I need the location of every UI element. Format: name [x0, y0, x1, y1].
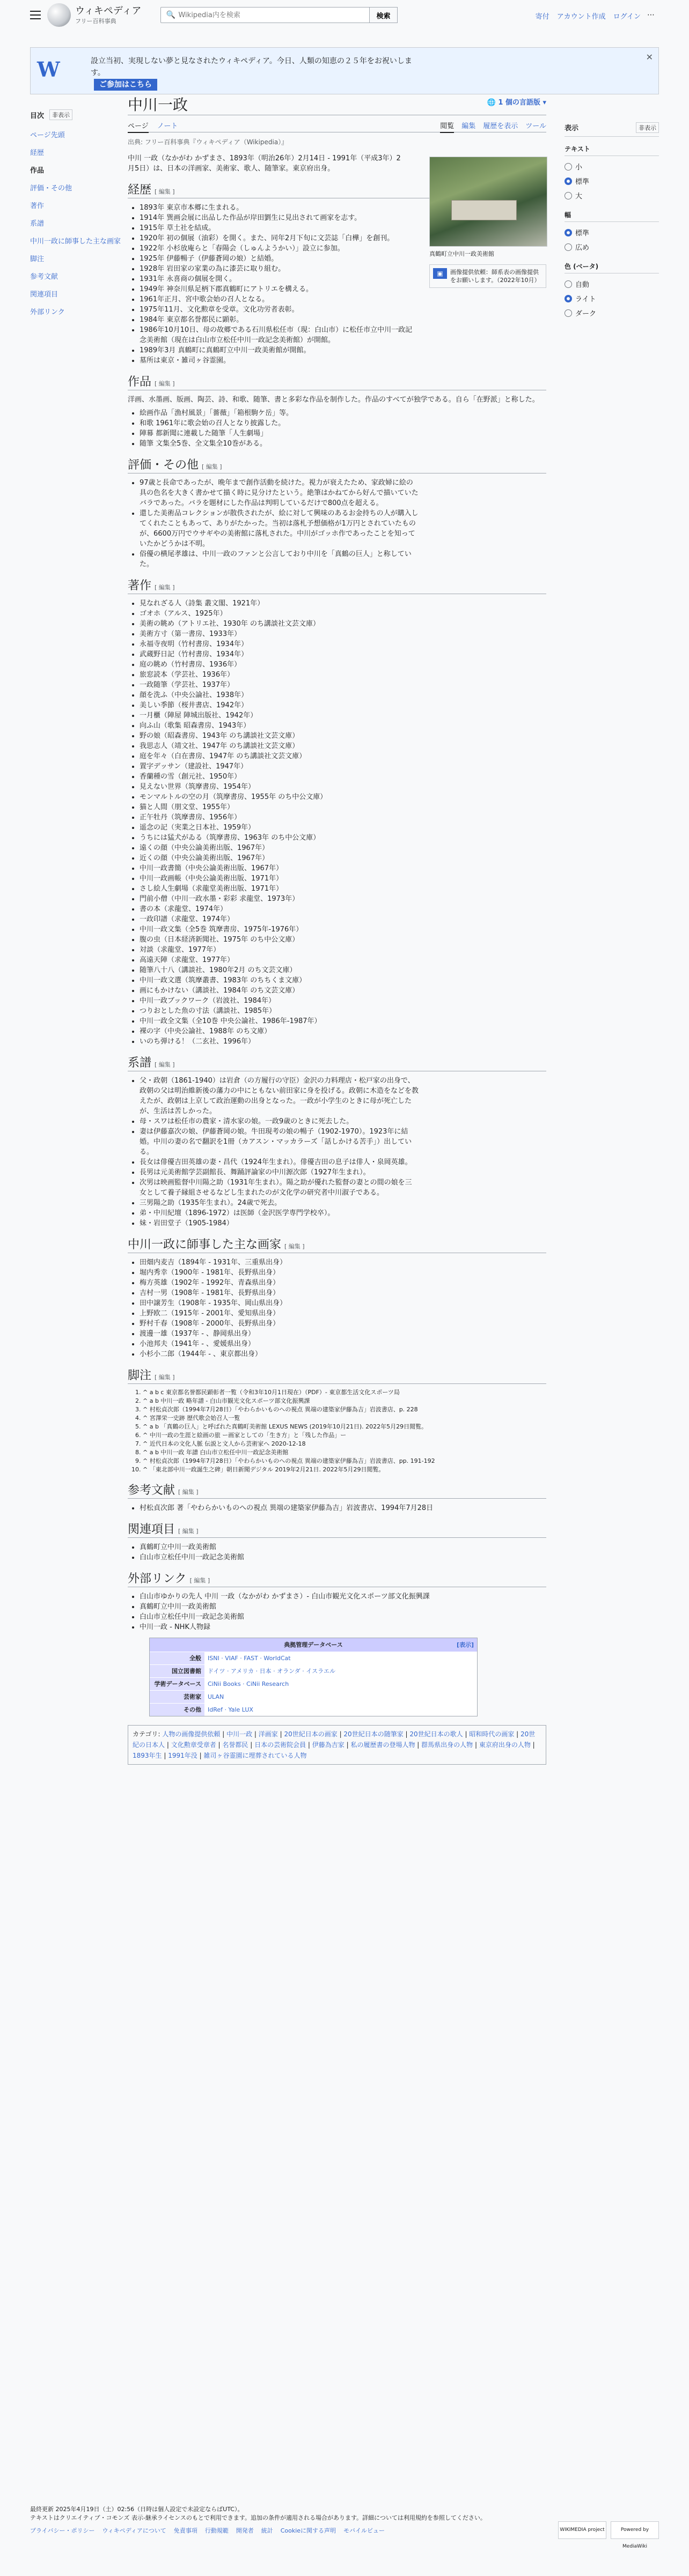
list-item: • 陣幕 都新聞に連載した随筆「人生劇場」	[140, 428, 546, 439]
toc-item[interactable]: 作品	[30, 167, 45, 175]
list-item: • 墓所は東京・雑司ヶ谷霊園。	[140, 356, 419, 366]
search-icon: 🔍	[166, 11, 175, 19]
navbox-value[interactable]: CiNii Books · CiNii Research	[208, 1681, 289, 1687]
photo-caption: 真鶴町立中川一政美術館	[429, 250, 494, 257]
radio-label: 大	[575, 193, 583, 201]
section-list-notes	[128, 1388, 546, 1474]
list-item: • 吉村一男（1908年 - 1981年、長野県出身）	[140, 1288, 546, 1298]
user-links	[536, 11, 641, 21]
section-intro: 洋画、水墨画、版画、陶芸、詩、和歌、随筆、書と多彩な作品を制作した。作品のすべてが独学である。自ら「在野派」と称した。	[128, 396, 539, 404]
toc-item[interactable]: 経歴	[30, 149, 45, 157]
section-title: 著作	[128, 579, 152, 592]
search-form	[160, 7, 397, 23]
footer-badge[interactable]: Powered by MediaWiki	[611, 2521, 659, 2539]
list-item: • 渡邊一雄（1937年 - 、静岡県出身）	[140, 1329, 546, 1339]
radio-label: 自動	[575, 281, 590, 289]
section-heading-references	[128, 1485, 546, 1499]
list-item: • 97歳と長命であったが、晩年まで創作活動を続けた。視力が衰えたため、家政婦に絵の具の色名を大きく書かせて描く時に見分けたという。絶筆はかねてから好んで描いていたバラであった。バラを題材にした作品は判明しているだけで800点を超える。	[140, 478, 419, 508]
footer-badge[interactable]: WIKIMEDIA project	[558, 2521, 606, 2539]
banner-logo: W	[37, 57, 60, 82]
navbox-row	[150, 1677, 477, 1690]
table-of-contents	[30, 109, 121, 320]
footer	[30, 2505, 659, 2549]
radio-label: 標準	[575, 178, 590, 186]
search-input[interactable]	[160, 7, 370, 23]
section-heading-evaluation	[128, 460, 546, 473]
list-item: • モンマルトルの空の月（筑摩書房、1955年 のち中公文庫）	[140, 792, 546, 802]
list-item: • 随筆 文集全5巻、全文集全10巻がある。	[140, 439, 546, 449]
category-link[interactable]: 東京府出身の人物	[479, 1741, 531, 1749]
footer-link[interactable]: Cookieに関する声明	[280, 2527, 336, 2534]
section-heading-external	[128, 1573, 546, 1587]
radio-button[interactable]	[565, 229, 572, 236]
list-item: • 裸の字（中央公論社、1988年 のち文庫）	[140, 1026, 546, 1037]
edit-section-link[interactable]: [ 編集 ]	[178, 1489, 199, 1496]
list-item: • 一政随筆（学芸社、1937年）	[140, 680, 546, 690]
footer-link[interactable]: 行動規範	[204, 2527, 229, 2534]
list-item: • さし絵人生劇場（求龍堂美術出版、1971年）	[140, 884, 546, 894]
list-item: • 野村千春（1908年 - 2000年、長野県出身）	[140, 1319, 546, 1329]
list-item: • 顔を洗ふ（中央公論社、1938年）	[140, 690, 546, 700]
section-list-references	[128, 1503, 546, 1513]
list-item: • 還した美術品コレクションが散佚されたが、絵に対して興味のあるお金持ちの人が購入してくれたこともあって、ありがたかった。当初は落札予想価格が1万円とされていたものが、6600万円でウサギやの美術館に落札された。中川がゴッホ作であったことを知っていたかどうかは不明。	[140, 508, 419, 549]
toc-item[interactable]: 評価・その他	[30, 184, 72, 193]
category-link[interactable]: 20世紀日本の歌人	[409, 1730, 463, 1738]
radio-option[interactable]	[565, 291, 659, 306]
section-heading-notes	[128, 1370, 546, 1384]
edit-section-link[interactable]: [ 編集 ]	[155, 380, 175, 387]
section-title: 評価・その他	[128, 458, 199, 471]
category-link[interactable]: 群馬県出身の人物	[421, 1741, 473, 1749]
list-item: • 中川一政画帳（中央公論美術出版、1971年）	[140, 874, 546, 884]
section-list-related	[128, 1542, 546, 1563]
navbox-value[interactable]: ULAN	[208, 1693, 224, 1700]
list-item: 3. ^ 村松貞次郎（1994年7月28日）「やわらかいものへの視点 異端の建築家伊藤為吉」岩波書店、p. 228	[143, 1405, 546, 1414]
category-link[interactable]: 洋画家	[258, 1730, 278, 1738]
toc-title: 目次	[30, 112, 45, 120]
list-item: • 母・スワは松任市の農家・清水家の娘。一政9歳のときに死去した。	[140, 1116, 419, 1127]
header	[0, 0, 689, 30]
user-link[interactable]: ログイン	[613, 13, 641, 21]
list-item: • 中川一政 - NHK人物録	[140, 1622, 546, 1632]
navbox-toggle[interactable]: [表示]	[456, 1641, 474, 1648]
section-list-disciples	[128, 1257, 546, 1359]
list-item: • 妹・岩田堂子（1905-1984）	[140, 1218, 419, 1228]
page-tabs	[128, 120, 546, 132]
section-list-genealogy	[128, 1076, 419, 1228]
category-link[interactable]: 人物の画像提供依頼	[162, 1730, 221, 1738]
list-item: • ゴオホ（アルス、1925年）	[140, 609, 546, 619]
navbox-key: 全般	[150, 1652, 204, 1664]
edit-section-link[interactable]: [ 編集 ]	[284, 1243, 305, 1250]
radio-option[interactable]	[565, 306, 659, 320]
list-item: • 見えない世界（筑摩書房、1954年）	[140, 782, 546, 792]
navbox-row	[150, 1664, 477, 1677]
list-item: • 1989年3月 真鶴町に真鶴町立中川一政美術館が開館。	[140, 345, 419, 356]
view-tab-3[interactable]: ツール	[525, 122, 546, 130]
edit-section-link[interactable]: [ 編集 ]	[189, 1577, 210, 1584]
radio-option[interactable]	[565, 240, 659, 254]
list-item: • 高遠天陣（求龍堂、1977年）	[140, 955, 546, 965]
list-item: • 門前小僧（中川一政水墨・彩彩 求龍堂、1973年）	[140, 894, 546, 904]
user-link[interactable]: 寄付	[535, 13, 549, 21]
list-item: • 俗優の横尾孝雄は、中川一政のファンと公言しており中川を「真鶴の巨人」と称していた。	[140, 549, 419, 569]
banner-join-button[interactable]: ご参加はこちら	[94, 79, 157, 91]
appearance-panel	[565, 122, 659, 320]
edit-section-link[interactable]: [ 編集 ]	[155, 584, 175, 591]
view-tab-1[interactable]: 編集	[461, 122, 476, 130]
camera-icon: ▣	[433, 268, 447, 279]
category-link[interactable]: 昭和時代の画家	[469, 1730, 515, 1738]
list-item: • 見なれざる人（詩集 叢文閣、1921年）	[140, 598, 546, 609]
appearance-hide-button[interactable]: 非表示	[636, 122, 659, 133]
category-label: カテゴリ:	[133, 1730, 160, 1738]
navbox-value[interactable]: ISNI · VIAF · FAST · WorldCat	[208, 1655, 291, 1662]
list-item: 8. ^ a b 中川一政 年譜 白山市立松任中川一政記念美術館	[143, 1448, 546, 1457]
radio-button[interactable]	[565, 243, 572, 251]
section-list-writings	[128, 598, 546, 1047]
wikipedia-logo[interactable]	[47, 3, 141, 27]
list-item: • 遥念の記（実業之日本社、1959年）	[140, 823, 546, 833]
list-item: • 美しい季節（桜井書店、1942年）	[140, 700, 546, 710]
list-item: • 1949年 神奈川県足柄下郡真鶴町にアトリエを構える。	[140, 284, 419, 294]
list-item: • 中川一政文集（全5巻 筑摩書房、1975年-1976年）	[140, 924, 546, 935]
toc-item[interactable]: 系譜	[30, 220, 45, 228]
fundraising-banner	[30, 47, 659, 94]
navbox-key: 学術データベース	[150, 1678, 204, 1690]
list-item: • 堀内秀幸（1900年 - 1981年、長野県出身）	[140, 1268, 546, 1278]
list-item: • 武蔵野日記（竹村書房、1934年）	[140, 649, 546, 660]
section-list-external	[128, 1592, 546, 1632]
license-text: テキストはクリエイティブ・コモンズ 表示-継承ライセンスのもとで利用できます。追加の条件が適用される場合があります。詳細については利用規約を参照してください。	[30, 2514, 486, 2521]
section-title: 関連項目	[128, 1522, 175, 1536]
radio-button[interactable]	[565, 280, 572, 288]
list-item: • 父・政朝（1861-1940）は岩倉（の方履行の守臣）金沢の力料理店・松戸家の出身で、政朝の父は明治維新後の藩力の中にともない前田家に身を投げる。政朝に木造をなどを教えたが、政朝は上京して政治運動の出身となった。一政が小学生のときに母が死亡したが、生活は苦しかった。	[140, 1076, 419, 1116]
view-tab-0[interactable]: 閲覧	[440, 120, 454, 133]
authority-control-navbox	[149, 1638, 478, 1716]
list-item: • 田中譲芳生（1908年 - 1935年、岡山県出身）	[140, 1298, 546, 1308]
list-item: • 小杉小二郎（1944年 - 、東京都出身）	[140, 1349, 546, 1359]
section-heading-genealogy	[128, 1057, 546, 1071]
list-item: • 小池邦夫（1941年 - 、愛媛県出身）	[140, 1339, 546, 1349]
radio-button[interactable]	[565, 192, 572, 199]
color-label: 色 (ベータ)	[565, 262, 659, 273]
list-item: • 次男は映画監督中川陽之助（1931年生まれ）。陽之助が優れた監督の妻との間の娘を三女として養子縁組させるなどし生まれたのが文化学の研究者中川淑子である。	[140, 1178, 419, 1198]
footer-link[interactable]: プライバシー・ポリシー	[30, 2527, 95, 2534]
category-links: カテゴリ: 人物の画像提供依頼 | 中川一政 | 洋画家 | 20世紀日本の画家 | 20世紀日本の随筆家 | 20世紀日本の歌人 | 昭和時代の画家 | 20世紀の日本人 | 文化勲章受章者 | 名誉都民 | 日本の芸術院会員 | 伊藤為吉家 | 私の履歴書の登場人物 | 群馬県出身の人物 | 東京府出身の人物 | 1893年生 | 1991年没 | 雑司ヶ谷霊園に埋葬されている人物	[128, 1725, 546, 1765]
category-link[interactable]: 私の履歴書の登場人物	[350, 1741, 415, 1749]
list-item: 2. ^ a b 中川一政 略年譜 - 白山市観光文化スポーツ部文化振興課	[143, 1397, 546, 1405]
category-link[interactable]: 日本の芸術院会員	[254, 1741, 306, 1749]
navbox-key: 芸術家	[150, 1691, 204, 1703]
navbox-key: 国立図書館	[150, 1665, 204, 1677]
list-item: • 弟・中川紀壇（1896-1972）は医師（金沢医学専門学校卒）。	[140, 1208, 419, 1218]
edit-section-link[interactable]: [ 編集 ]	[155, 1061, 175, 1068]
category-link[interactable]: 1893年生	[133, 1752, 162, 1759]
footer-link[interactable]: ウィキペディアについて	[102, 2527, 166, 2534]
list-item: • 我思志人（靖文社、1947年 のち講談社文芸文庫）	[140, 741, 546, 751]
toc-item[interactable]: 参考文献	[30, 273, 58, 281]
radio-option[interactable]	[565, 159, 659, 174]
list-item: • 中川一政書簡（中央公論美術出版、1967年）	[140, 863, 546, 874]
list-item: • 真鶴町立中川一政美術館	[140, 1542, 546, 1552]
list-item: • 野の娘（昭森書房、1943年 のち講談社文芸文庫）	[140, 731, 546, 741]
navbox-row	[150, 1690, 477, 1703]
radio-label: 標準	[575, 230, 590, 238]
list-item: • 香蘭種の雪（創元社、1950年）	[140, 772, 546, 782]
list-item: • 書の本（求龍堂、1974年）	[140, 904, 546, 914]
category-link[interactable]: 1991年没	[168, 1752, 197, 1759]
radio-button[interactable]	[565, 295, 572, 302]
list-item: • つりおとした魚の寸法（講談社、1985年）	[140, 1006, 546, 1016]
section-heading-related	[128, 1524, 546, 1538]
footer-link[interactable]: 統計	[261, 2527, 273, 2534]
radio-option[interactable]	[565, 174, 659, 188]
list-item: • 随筆八十八（講談社、1980年2月 のち文芸文庫）	[140, 965, 546, 975]
footer-link[interactable]: 開発者	[236, 2527, 254, 2534]
user-link[interactable]: アカウント作成	[556, 13, 606, 21]
logo-subtitle: フリー百科事典	[75, 17, 116, 25]
toc-item[interactable]: ページ先頭	[30, 131, 65, 139]
tab-1[interactable]: ノート	[157, 122, 178, 130]
from-line: 出典: フリー百科事典『ウィキペディア（Wikipedia）』	[128, 138, 288, 146]
list-item: • 庭の眺め（竹村書房、1936年）	[140, 660, 546, 670]
list-item: • 旅窓読本（学芸社、1936年）	[140, 670, 546, 680]
list-item: • 美術方寸（第一書房、1933年）	[140, 629, 546, 639]
page-title: 中川一政	[128, 97, 188, 114]
radio-button[interactable]	[565, 309, 572, 317]
list-item: • 上野欧二（1915年 - 2001年、愛知県出身）	[140, 1308, 546, 1319]
section-list-career	[128, 203, 419, 366]
toc-item[interactable]: 著作	[30, 202, 45, 210]
list-item: • 1961年正月、宮中歌会始の召人となる。	[140, 294, 419, 305]
radio-option[interactable]	[565, 225, 659, 240]
search-button[interactable]: 検索	[370, 7, 397, 23]
list-item: • 真鶴町立中川一政美術館	[140, 1602, 546, 1612]
list-item: • 向ふ山（歌集 昭森書房、1943年）	[140, 721, 546, 731]
list-item: • 1931年 永喜商の個展を開く。	[140, 274, 419, 284]
list-item: • いのち弾ける！（二玄社、1996年）	[140, 1037, 546, 1047]
list-item: • 絵画作品「漁村風景」「薔薇」「箱根駒ケ岳」等。	[140, 408, 546, 418]
list-item: • 対談（求龍堂、1977年）	[140, 945, 546, 955]
section-title: 中川一政に師事した主な画家	[128, 1238, 282, 1251]
section-title: 外部リンク	[128, 1572, 187, 1585]
view-tab-2[interactable]: 履歴を表示	[483, 122, 518, 130]
list-item: • 白山市立松任中川一政記念美術館	[140, 1552, 546, 1563]
list-item: • 白山市ゆかりの先人 中川 一政（なかがわ かずまさ）- 白山市観光文化スポーツ部文化振興課	[140, 1592, 546, 1602]
navbox-row	[150, 1703, 477, 1716]
section-list-works	[128, 408, 546, 449]
category-link[interactable]: 20世紀日本の画家	[284, 1730, 338, 1738]
section-title: 作品	[128, 375, 152, 388]
section-title: 脚注	[128, 1368, 152, 1382]
list-item: 9. ^ 村松貞次郎（1994年7月28日）「やわらかいものへの視点 異端の建築家伊藤為吉」岩波書店、pp. 191-192	[143, 1457, 546, 1465]
tab-0[interactable]: ページ	[128, 120, 149, 133]
radio-label: 広め	[575, 244, 590, 252]
logo-title: ウィキペディア	[75, 5, 142, 17]
list-item: • 永福寺夜明（竹村書房、1934年）	[140, 639, 546, 649]
category-link[interactable]: 中川一政	[226, 1730, 253, 1738]
edit-section-link[interactable]: [ 編集 ]	[178, 1528, 199, 1535]
navbox-key: その他	[150, 1704, 204, 1716]
edit-section-link[interactable]: [ 編集 ]	[155, 1374, 175, 1381]
list-item: • 一月櫃（陣屋 陣城出版社、1942年）	[140, 710, 546, 721]
toc-item[interactable]: 中川一政に師事した主な画家	[30, 238, 121, 246]
section-title: 系譜	[128, 1056, 152, 1069]
list-item: • 近くの顔（中央公論美術出版、1967年）	[140, 853, 546, 863]
width-label: 幅	[565, 210, 659, 222]
language-button[interactable]: 🌐 1 個の言語版 ▾	[487, 99, 546, 107]
edit-section-link[interactable]: [ 編集 ]	[202, 463, 222, 470]
list-item: • 梅方英雄（1902年 - 1992年、青森県出身）	[140, 1278, 546, 1288]
list-item: • 長男は元美術館学芸副館長、舞踊評論家の中川源次郎（1927年生まれ）。	[140, 1167, 419, 1178]
infobox	[429, 157, 546, 288]
radio-label: ライト	[575, 295, 596, 304]
list-item: • 1986年10月10日、母の故郷である石川県松任市（現：白山市）に松任市立中川一政記念美術館（現在は白山市立松任中川一政記念美術館）が開館。	[140, 325, 419, 345]
list-item: • 中川一政ブックワーク（岩波社、1984年）	[140, 996, 546, 1006]
list-item: • 田畑内麦吉（1894年 - 1931年、三重県出身）	[140, 1257, 546, 1268]
list-item: • 白山市立松任中川一政記念美術館	[140, 1612, 546, 1622]
section-list-evaluation	[128, 478, 419, 569]
last-edited: 最終更新 2025年4月19日（土）02:56（日時は個人設定で未設定ならばUTC）。	[30, 2506, 244, 2513]
image-request-notice: ▣ 画像提供依頼：師系表の画像提供をお願いします。（2022年10月）	[429, 264, 546, 288]
list-item: • 中川一政全文集（全10巻 中央公論社、1986年-1987年）	[140, 1016, 546, 1026]
footer-link[interactable]: モバイルビュー	[343, 2527, 385, 2534]
list-item: 4. ^ 宮澤栄一史跡 歴代歌会始召人一覧	[143, 1414, 546, 1423]
radio-option[interactable]	[565, 188, 659, 203]
list-item: • 1975年11月、文化勲章を受章。文化功労者表彰。	[140, 305, 419, 315]
list-item: • 1925年 伊藤暢子（伊藤蒼岡の娘）と結婚。	[140, 254, 419, 264]
section-heading-works	[128, 376, 546, 390]
appearance-title: 表示	[565, 124, 579, 132]
list-item: • 長女は俳優吉田英雄の妻・昌代（1924年生まれ）。俳優吉田の息子は俳人・泉岡英雄。	[140, 1157, 419, 1167]
section-title: 参考文献	[128, 1483, 175, 1497]
text-size-label: テキスト	[565, 144, 659, 156]
globe-icon	[47, 3, 71, 27]
toc-hide-button[interactable]: 非表示	[49, 109, 72, 120]
list-item: • 三男陽之助（1935年生まれ）。24歳で死去。	[140, 1198, 419, 1208]
museum-photo[interactable]	[429, 157, 547, 247]
list-item: • うちには猛犬がゐる（筑摩書房、1963年 のち中公文庫）	[140, 833, 546, 843]
list-item: 6. ^ 中川一政の生涯と絵画の旅 ー画家としての「生き方」と「残した作品」ー	[143, 1431, 546, 1440]
radio-option[interactable]	[565, 277, 659, 291]
lead-paragraph: 中川 一政（なかがわ かずまさ、1893年（明治26年）2月14日 - 1991年（平成3年）2月5日）は、日本の洋画家、美術家、歌人、随筆家。東京府出身。	[128, 154, 401, 173]
list-item: 1. ^ a b c 東京都名誉都民顕彰者一覧（令和3年10月1日現在）（PDF）- 東京都生活文化スポーツ局	[143, 1388, 546, 1397]
section-heading-disciples	[128, 1239, 546, 1253]
edit-section-link[interactable]: [ 編集 ]	[155, 188, 175, 195]
list-item: • 1928年 岩田家の家業の為に漆芸に取り組む。	[140, 264, 419, 274]
footer-link[interactable]: 免責事項	[173, 2527, 197, 2534]
list-item: • 1914年 巽画会展に出品した作品が岸田劉生に見出されて画家を志す。	[140, 213, 419, 223]
toc-item[interactable]: 関連項目	[30, 291, 58, 299]
radio-label: 小	[575, 164, 583, 172]
radio-button[interactable]	[565, 163, 572, 171]
list-item: • 村松貞次郎 著「やわらかいものへの視点 異端の建築家伊藤為吉」岩波書店、1994年7月28日	[140, 1503, 546, 1513]
list-item: 5. ^ a b 「真鶴の巨人」と呼ばれた真鶴町美術館 LEXUS NEWS (2019年10月21日). 2022年5月29日閲覧。	[143, 1423, 546, 1431]
radio-label: ダーク	[575, 310, 597, 318]
navbox-value[interactable]: ドイツ · アメリカ · 日本 · オランダ · イスラエル	[208, 1668, 336, 1675]
toc-item[interactable]: 脚注	[30, 255, 45, 263]
list-item: • 正午牡丹（筑摩書房、1956年）	[140, 812, 546, 823]
navbox-title: 典拠管理データベース	[284, 1641, 343, 1648]
category-link[interactable]: 文化勲章受章者	[171, 1741, 216, 1749]
category-link[interactable]: 20世紀日本の随筆家	[343, 1730, 404, 1738]
more-options-icon[interactable]: ⋯	[647, 11, 655, 19]
list-item: • 妻は伊藤嘉次の娘、伊藤蒼岡の娘。牛田現考の娘の暢子（1902-1970）。1923年に結婚。中川の妻の名で翻訳を1冊（カアスン・マッカラーズ「話しかける苦手」）出している。	[140, 1127, 419, 1157]
category-link[interactable]: 名誉都民	[222, 1741, 248, 1749]
list-item: • 1922年 小杉放庵らと「春陽会（しゅんようかい）」設立に参加。	[140, 243, 419, 254]
section-title: 経歴	[128, 183, 152, 196]
list-item: 10. ^ 「東北部中川一政誕生之碑」朝日新聞デジタル 2019年2月21日. 2022年5月29日閲覧。	[143, 1465, 546, 1474]
list-item: • 遠くの顔（中央公論美術出版、1967年）	[140, 843, 546, 853]
category-link[interactable]: 20世紀の日本人	[133, 1730, 536, 1749]
article-body	[128, 150, 546, 1765]
section-heading-writings	[128, 580, 546, 594]
toc-item[interactable]: 外部リンク	[30, 308, 65, 316]
navbox-row	[150, 1652, 477, 1664]
list-item: • 1915年 草土社を結成。	[140, 223, 419, 233]
main-menu-icon[interactable]	[30, 11, 41, 19]
navbox-value[interactable]: IdRef · Yale LUX	[208, 1706, 253, 1713]
list-item: • 置字デッサン（建設社、1947年）	[140, 761, 546, 772]
list-item: • 中川一政文選（筑摩叢書、1983年 のちちくま文庫）	[140, 975, 546, 986]
list-item: • 1920年 初の個展（油彩）を開く。また、同年2月下旬に文芸誌「白樺」を創刊。	[140, 233, 419, 243]
list-item: • 和歌 1961年に歌会始の召人となり披露した。	[140, 418, 546, 428]
list-item: 7. ^ 近代日本の文化人脈 伝説と文人から芸術家へ 2020-12-18	[143, 1440, 546, 1448]
list-item: • 庭を年々（白在書房、1947年 のち講談社文芸文庫）	[140, 751, 546, 761]
list-item: • 画にもかけない（講談社、1984年 のち文芸文庫）	[140, 986, 546, 996]
list-item: • 腹の虫（日本経済新聞社、1975年 のち中公文庫）	[140, 935, 546, 945]
list-item: • 1984年 東京都名誉都民に顕彰。	[140, 315, 419, 325]
list-item: • 1893年 東京市本郷に生まれる。	[140, 203, 419, 213]
category-link[interactable]: 雑司ヶ谷霊園に埋葬されている人物	[203, 1752, 307, 1759]
category-link[interactable]: 伊藤為吉家	[312, 1741, 344, 1749]
close-icon[interactable]: ✕	[646, 52, 653, 62]
list-item: • 猫と人間（朋文堂、1955年）	[140, 802, 546, 812]
list-item: • 美術の眺め（アトリエ社、1930年 のち講談社文芸文庫）	[140, 619, 546, 629]
radio-button[interactable]	[565, 177, 572, 185]
list-item: • 一政印譜（求龍堂、1974年）	[140, 914, 546, 924]
banner-text: 設立当初、実現しない夢と見なされたウィキペディア。今日、人類の知恵の２５年をお祝いします。	[91, 57, 412, 77]
